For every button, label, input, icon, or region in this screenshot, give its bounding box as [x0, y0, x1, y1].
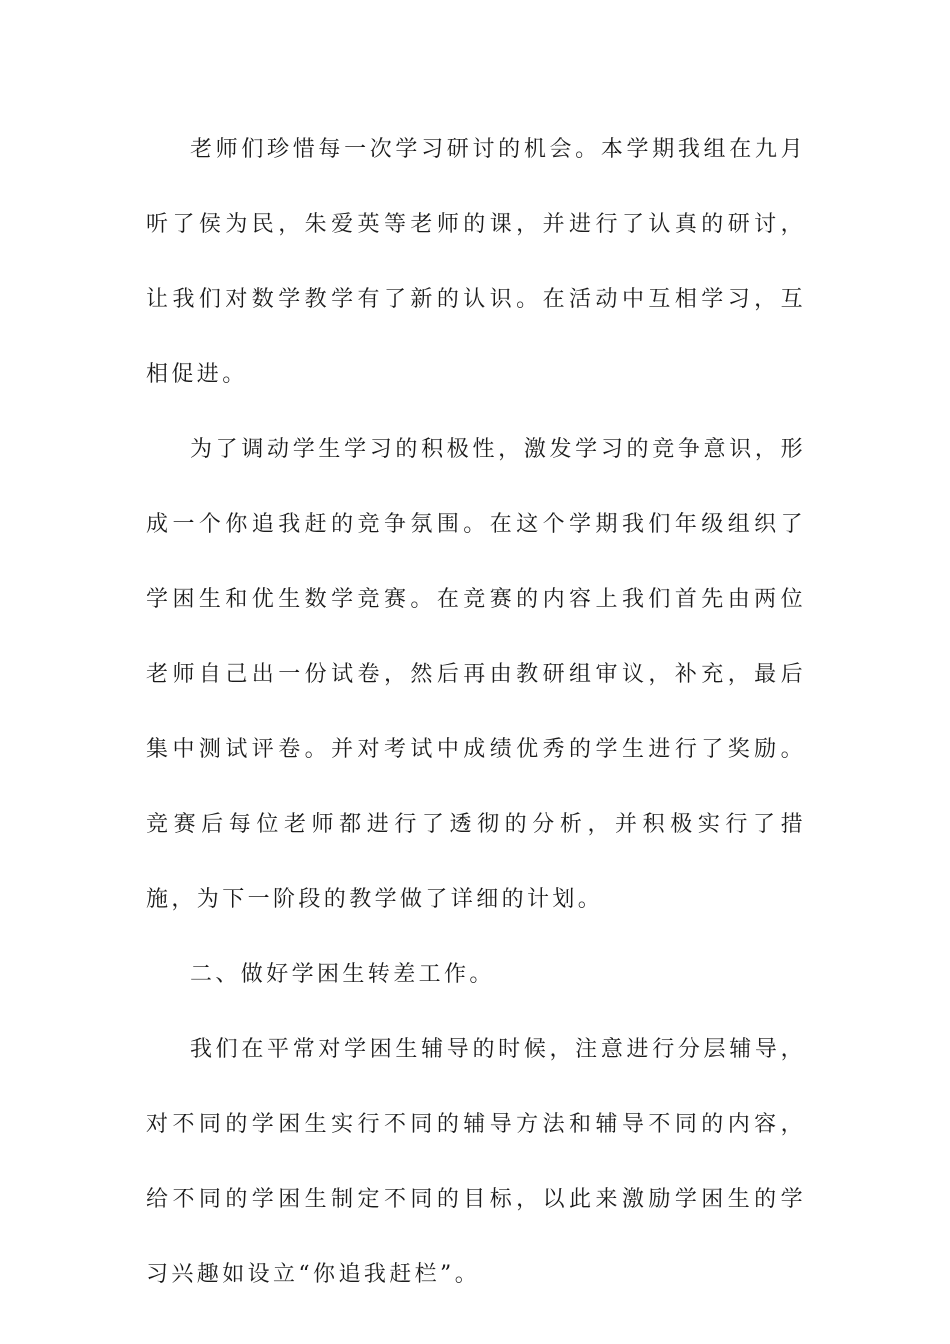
paragraph-research: 老师们珍惜每一次学习研讨的机会。本学期我组在九月听了侯为民，朱爱英等老师的课，并进行了认真的研讨，让我们对数学教学有了新的认识。在活动中互相学习，互相促进。 — [146, 137, 806, 387]
paragraph-tutoring: 我们在平常对学困生辅导的时候，注意进行分层辅导，对不同的学困生实行不同的辅导方法和辅导不同的内容，给不同的学困生制定不同的目标，以此来激励学困生的学习兴趣如设立“你追我赶栏”。 — [146, 1037, 806, 1287]
document-body — [146, 112, 806, 1312]
paragraph-competition: 为了调动学生学习的积极性，激发学习的竞争意识，形成一个你追我赶的竞争氛围。在这个学期我们年级组织了学困生和优生数学竞赛。在竞赛的内容上我们首先由两位老师自己出一份试卷，然后再由教研组审议，补充，最后集中测试评卷。并对考试中成绩优秀的学生进行了奖励。竞赛后每位老师都进行了透彻的分析，并积极实行了措施，为下一阶段的教学做了详细的计划。 — [146, 437, 806, 912]
section-heading: 二、做好学困生转差工作。 — [190, 962, 495, 987]
